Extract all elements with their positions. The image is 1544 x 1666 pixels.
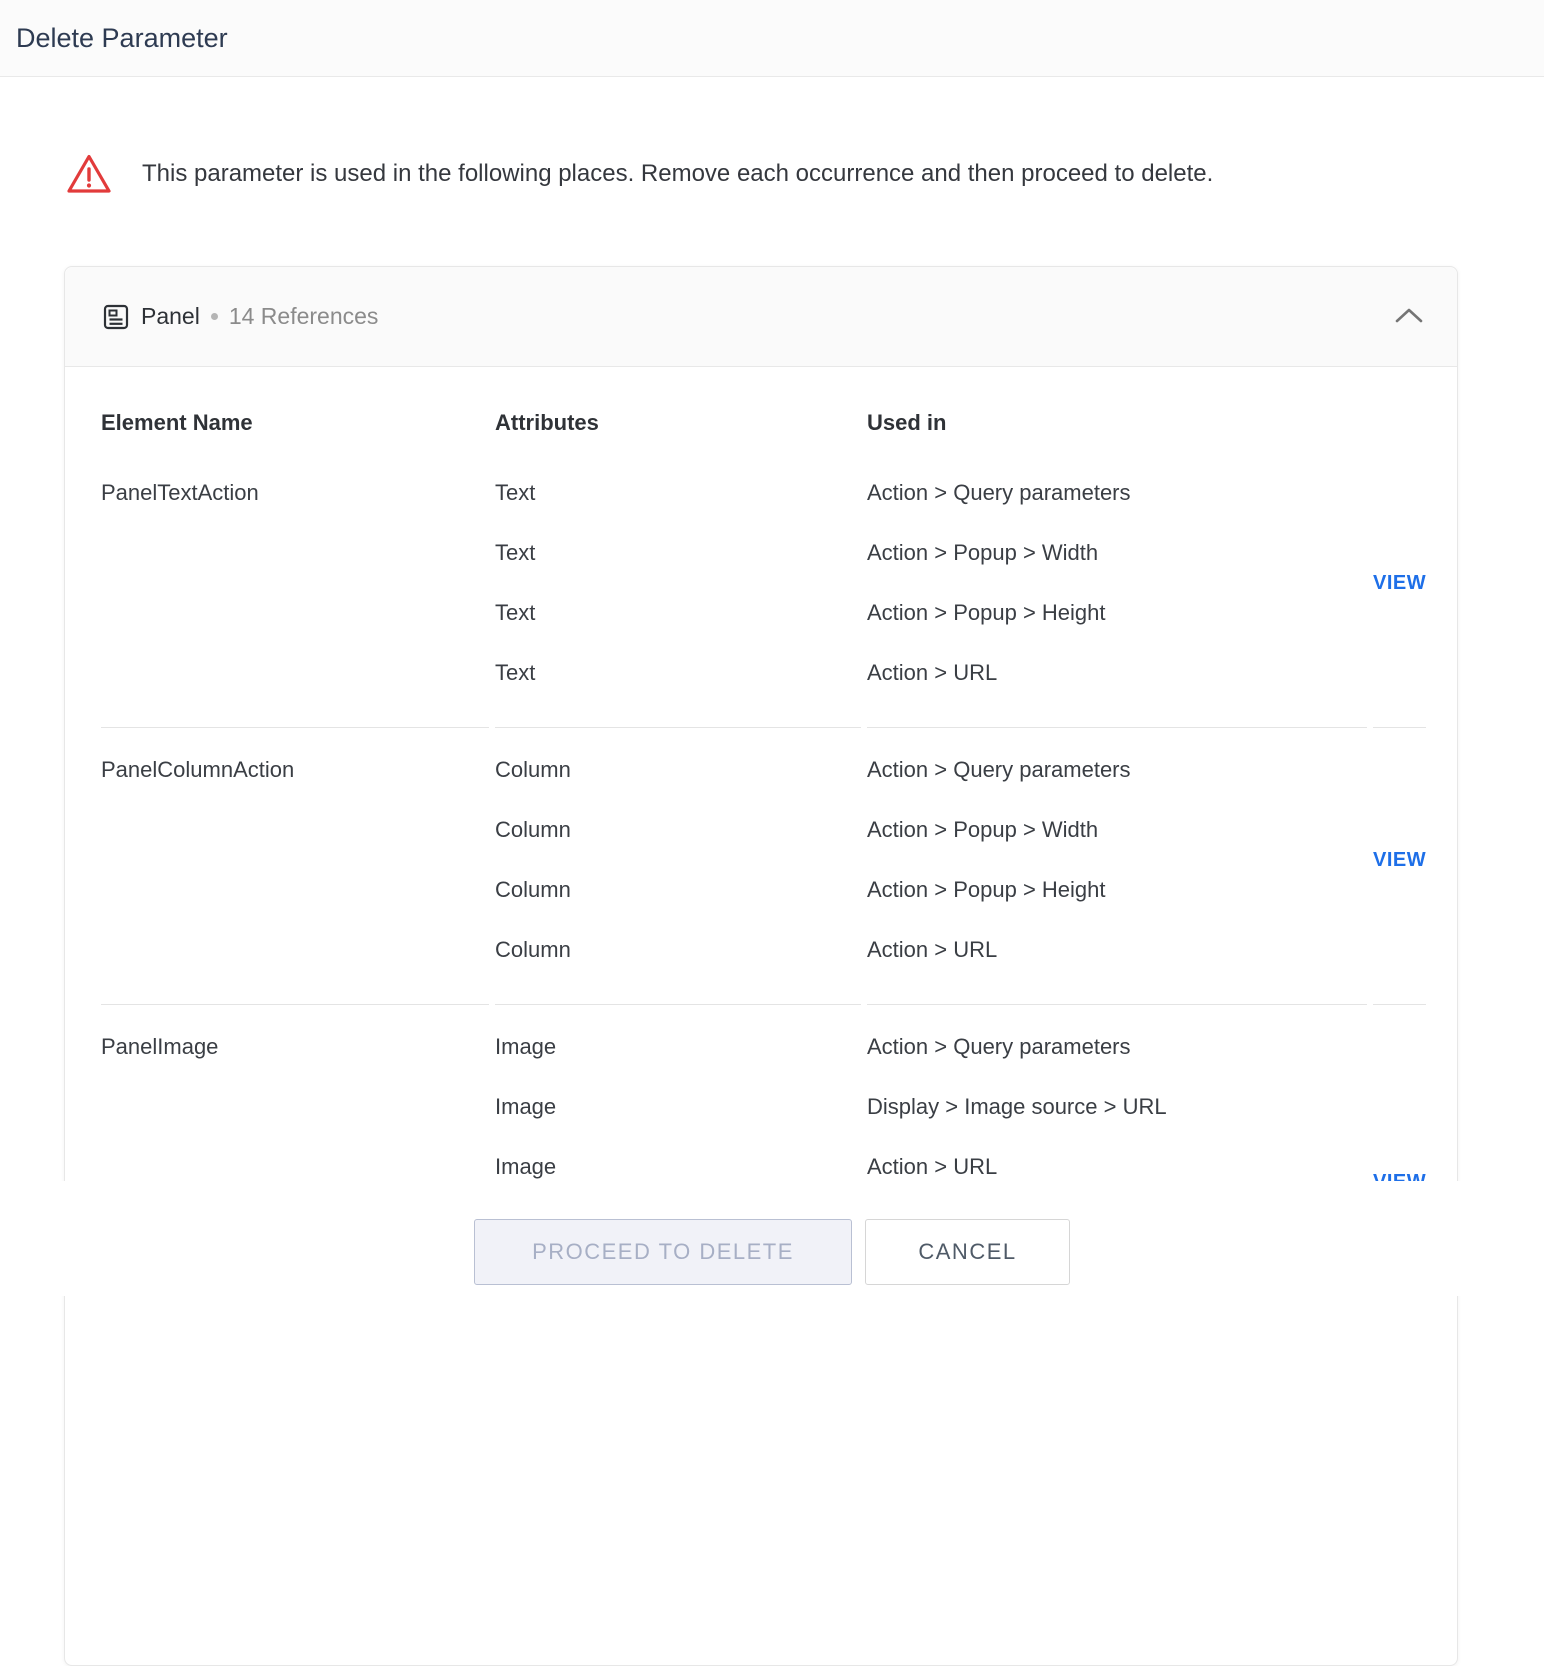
attribute-value: Column (495, 817, 571, 842)
attribute-value: Column (495, 937, 571, 962)
attribute-value: Text (495, 540, 536, 565)
element-name: PanelTextAction (101, 480, 259, 505)
used-in-path: Action > Popup > Width (867, 817, 1099, 842)
used-in-path: Action > Popup > Width (867, 540, 1099, 565)
attribute-value: Column (495, 757, 571, 782)
top-bar (0, 0, 1544, 77)
used-in-path: Action > Popup > Height (867, 877, 1106, 902)
chevron-up-icon (1394, 307, 1424, 327)
attribute-value: Image (495, 1094, 557, 1119)
used-in-path: Action > Popup > Height (867, 600, 1106, 625)
column-header-element-name: Element Name (101, 410, 253, 435)
column-header-attributes: Attributes (495, 410, 599, 435)
used-in-path: Action > Query parameters (867, 757, 1131, 782)
collapse-panel-button[interactable] (1387, 295, 1431, 339)
element-name: PanelColumnAction (101, 757, 295, 782)
used-in-path: Action > Query parameters (867, 480, 1131, 505)
panel-icon (103, 304, 129, 330)
attribute-value: Text (495, 480, 536, 505)
table-row (101, 728, 1426, 1005)
table-header-row (101, 395, 1426, 451)
warning-triangle-icon (65, 150, 113, 198)
column-header-actions (1373, 395, 1426, 451)
page-title: Delete Parameter (16, 22, 228, 53)
attribute-value: Text (495, 600, 536, 625)
view-link[interactable]: VIEW (1373, 848, 1427, 871)
dot-separator (211, 313, 218, 320)
attribute-value: Text (495, 660, 536, 685)
attribute-value: Image (495, 1154, 557, 1179)
view-link[interactable]: VIEW (1373, 571, 1427, 594)
references-count: 14 References (228, 303, 379, 329)
warning-message: This parameter is used in the following places. Remove each occurrence and then proceed to delete. (142, 160, 1214, 187)
proceed-to-delete-button[interactable]: PROCEED TO DELETE (474, 1219, 852, 1285)
cancel-button[interactable]: CANCEL (865, 1219, 1070, 1285)
references-scroll-area[interactable] (0, 241, 1544, 1181)
attribute-value: Image (495, 1034, 557, 1059)
used-in-path: Action > Query parameters (867, 1034, 1131, 1059)
table-row (101, 451, 1426, 728)
attribute-value: Column (495, 877, 571, 902)
panel-title: Panel (141, 303, 200, 329)
used-in-path: Action > URL (867, 660, 998, 685)
references-panel-card (64, 266, 1458, 1666)
dialog-footer (0, 1181, 1544, 1296)
column-header-used-in: Used in (867, 410, 947, 435)
warning-banner (65, 150, 1504, 198)
panel-card-header (65, 267, 1457, 367)
used-in-path: Action > URL (867, 937, 998, 962)
element-name: PanelImage (101, 1034, 219, 1059)
used-in-path: Display > Image source > URL (867, 1094, 1167, 1119)
used-in-path: Action > URL (867, 1154, 998, 1179)
